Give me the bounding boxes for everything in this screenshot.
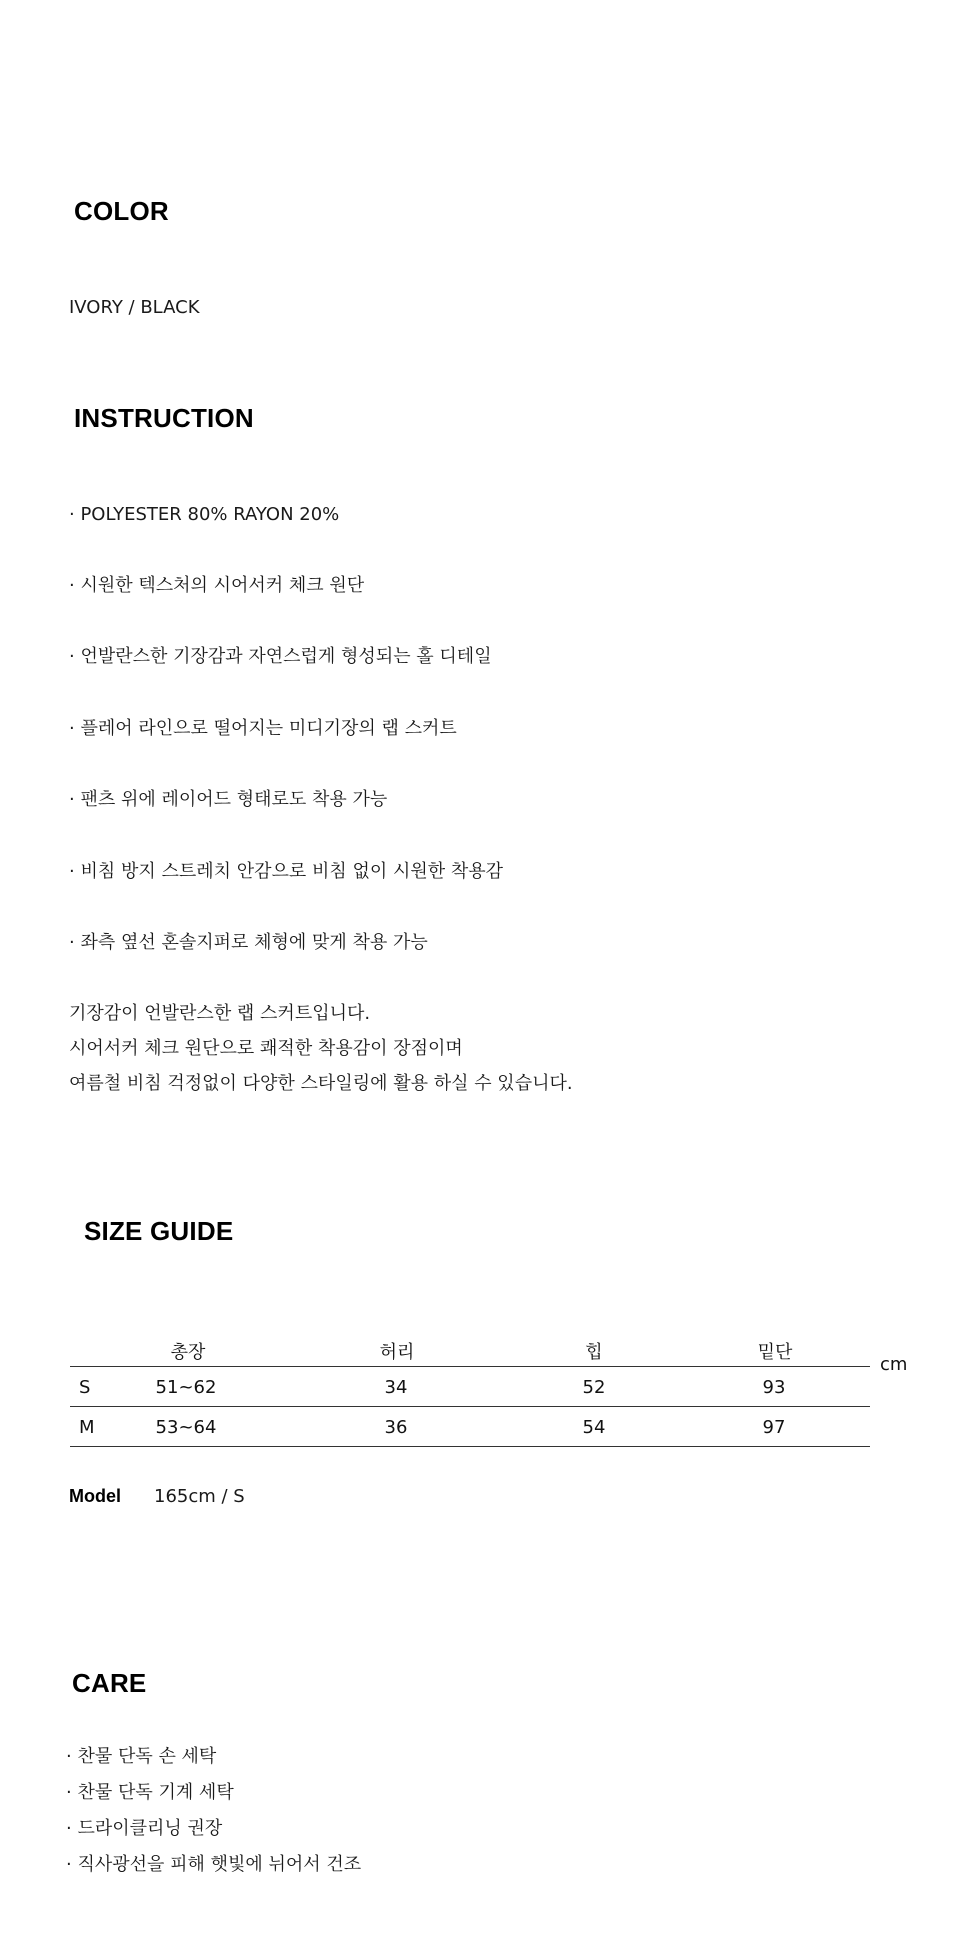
table-cell: 36 <box>384 1417 408 1438</box>
table-cell: 97 <box>762 1417 786 1438</box>
column-header-waist: 허리 <box>379 1342 415 1363</box>
table-cell: 53~64 <box>155 1417 217 1438</box>
table-cell: 51~62 <box>155 1377 217 1398</box>
size-unit-label: cm <box>880 1354 908 1375</box>
care-heading: CARE <box>72 1668 147 1698</box>
color-heading: COLOR <box>74 196 169 226</box>
size-table-header <box>70 1328 870 1367</box>
care-item: · 드라이클리닝 권장 <box>66 1818 223 1839</box>
instruction-bullet: · 좌측 옆선 혼솔지퍼로 체형에 맞게 착용 가능 <box>69 932 428 953</box>
care-list <box>66 1739 361 1883</box>
color-value: IVORY / BLACK <box>69 297 200 318</box>
instruction-heading: INSTRUCTION <box>74 403 254 433</box>
table-row <box>70 1407 870 1447</box>
model-value: 165cm / S <box>154 1486 245 1507</box>
care-item: · 찬물 단독 손 세탁 <box>66 1746 217 1767</box>
size-guide-heading: SIZE GUIDE <box>84 1216 234 1246</box>
product-description <box>69 996 573 1101</box>
table-cell: 93 <box>762 1377 786 1398</box>
description-line: 여름철 비침 걱정없이 다양한 스타일링에 활용 하실 수 있습니다. <box>69 1073 573 1094</box>
care-item: · 찬물 단독 기계 세탁 <box>66 1782 234 1803</box>
instruction-bullet: · POLYESTER 80% RAYON 20% <box>69 504 340 525</box>
size-label: M <box>79 1417 95 1438</box>
care-item: · 직사광선을 피해 햇빛에 뉘어서 건조 <box>66 1854 362 1875</box>
table-row <box>70 1367 870 1407</box>
table-cell: 34 <box>384 1377 408 1398</box>
instruction-bullet: · 언발란스한 기장감과 자연스럽게 형성되는 홀 디테일 <box>69 646 492 667</box>
model-label: Model <box>69 1486 121 1506</box>
size-table <box>70 1328 870 1447</box>
table-cell: 52 <box>582 1377 606 1398</box>
description-line: 시어서커 체크 원단으로 쾌적한 착용감이 장점이며 <box>69 1038 463 1059</box>
size-label: S <box>79 1377 91 1398</box>
instruction-bullet: · 팬츠 위에 레이어드 형태로도 착용 가능 <box>69 789 388 810</box>
instruction-bullet: · 시원한 텍스처의 시어서커 체크 원단 <box>69 575 365 596</box>
table-cell: 54 <box>582 1417 606 1438</box>
description-line: 기장감이 언발란스한 랩 스커트입니다. <box>69 1003 371 1024</box>
instruction-bullet: · 플레어 라인으로 떨어지는 미디기장의 랩 스커트 <box>69 718 457 739</box>
column-header-length: 총장 <box>170 1342 206 1363</box>
instruction-bullet: · 비침 방지 스트레치 안감으로 비침 없이 시원한 착용감 <box>69 861 504 882</box>
column-header-hem: 밑단 <box>757 1342 793 1363</box>
column-header-hip: 힙 <box>585 1342 603 1363</box>
